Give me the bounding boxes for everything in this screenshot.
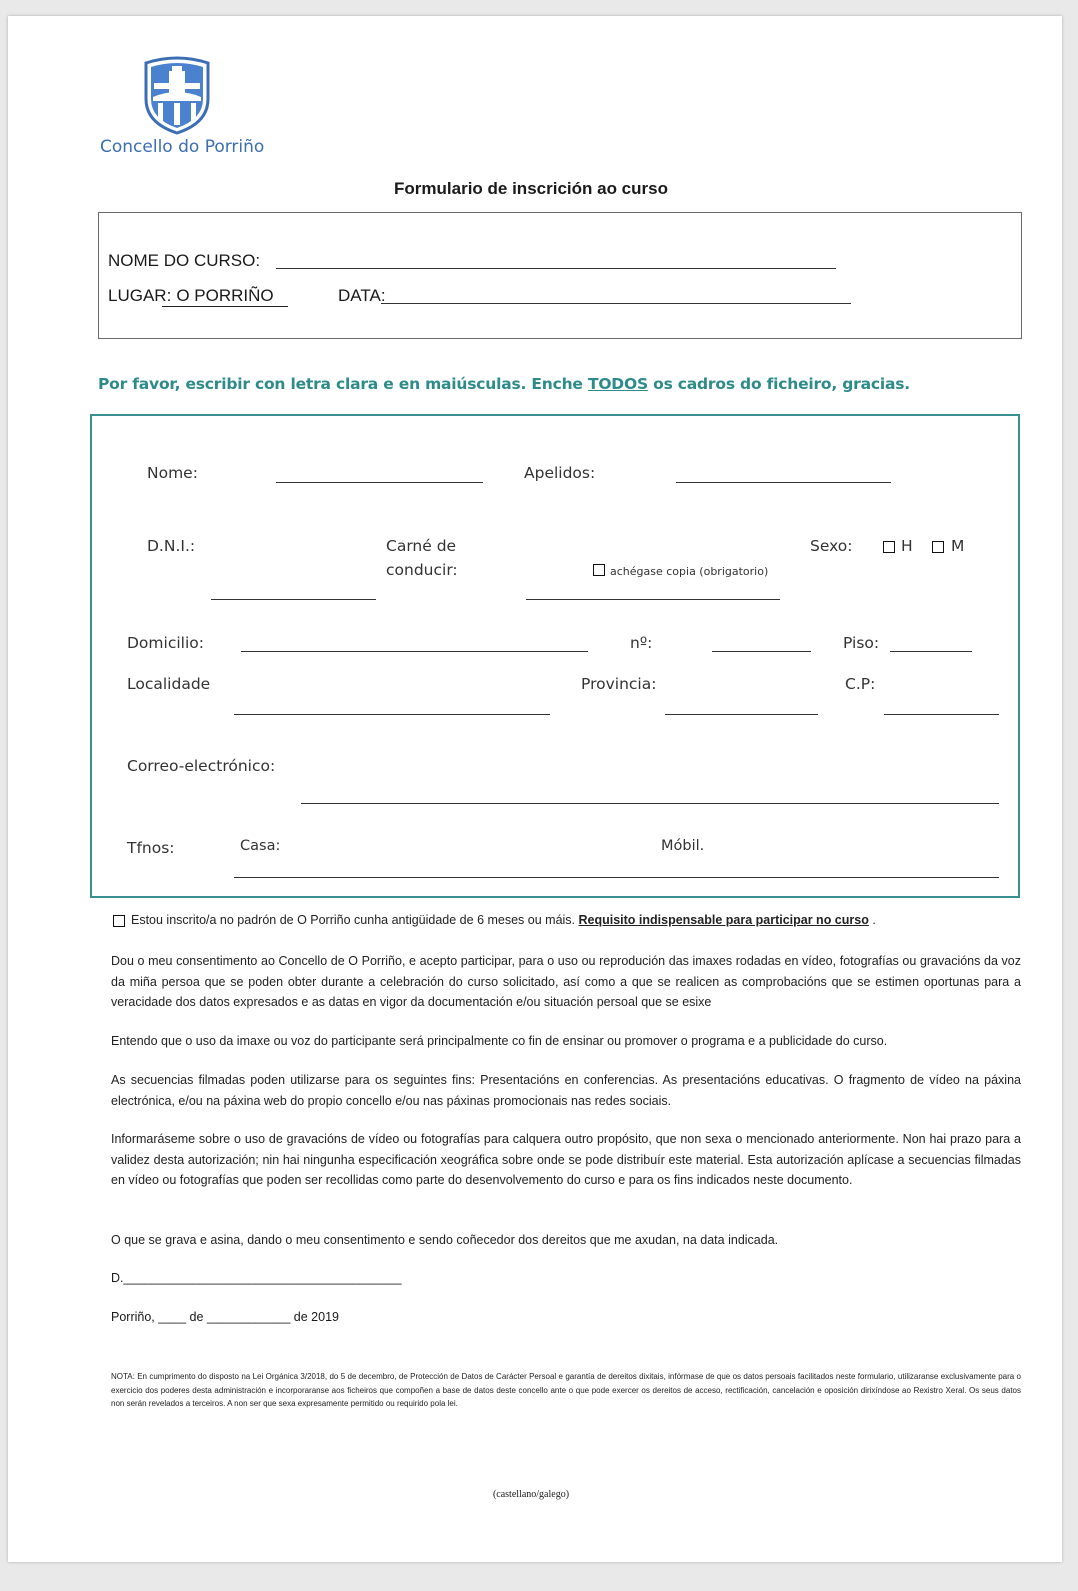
organization-name: Concello do Porriño [100,137,265,157]
dni-label: D.N.I.: [147,537,196,555]
sexo-label: Sexo: [810,537,853,555]
casa-label: Casa: [240,838,281,854]
phone-field[interactable] [234,877,999,878]
consent-paragraph: Dou o meu consentimento ao Concello de O Porriño, e acepto participar, para o uso ou reprodución das imaxes rodadas en vídeo, fotografías ou gravacións da voz da miña persoa que se poden obter durante a celebración do curso solicitado, así como a que se realicen as comprobacións que se estimen oportunas para a veracidade dos datos expresados e as datas en vigor da documentación e/ou situación persoal que se esixe [111,954,1021,1009]
copy-checkbox[interactable] [593,564,605,576]
padron-checkbox[interactable] [113,915,125,927]
numero-label: nº: [630,634,653,652]
course-name-field[interactable] [276,268,836,269]
padron-statement: Estou inscrito/a no padrón de O Porriño cunha antigüidade de 6 meses ou máis. Requisito indispensable para participar no curso . [131,913,876,927]
course-name-label: NOME DO CURSO: [108,251,261,270]
provincia-field[interactable] [665,714,818,715]
signature-statement: O que se grava e asina, dando o meu consentimento e sendo coñecedor dos dereitos que me axudan, na data indicada. [111,1233,779,1247]
signature-line[interactable]: D.________________________________________ [111,1271,402,1285]
usage-paragraph: Entendo que o uso da imaxe ou voz do participante será principalmente co fin de ensinar ou promover o programa e a publicidade do curso. [111,1034,888,1048]
nome-label: Nome: [147,464,198,482]
carne-label-line1: Carné de [386,537,457,555]
course-info-box [98,212,1022,339]
mobil-label: Móbil. [661,838,705,854]
place-label: LUGAR: [108,286,172,305]
carne-label-line2: conducir: [386,561,458,579]
instruction-text: Por favor, escribir con letra clara e en maiúsculas. Enche TODOS os cadros do ficheiro, gracias. [98,375,910,393]
email-field[interactable] [301,803,999,804]
information-paragraph: Informaráseme sobre o uso de gravacións de vídeo ou fotografías para calquera outro propósito, que non sexa o mencionado anteriormente. Non hai prazo para a validez desta autorización; nin hai ningunha especificación xeográfica sobre onde se pode distribuír este material. Esta autorización aplícase a secuencias filmadas en vídeo ou fotografías que poden ser recollidas como parte do desenvolvemento do curso e para os fins indicados neste documento. [111,1132,1021,1187]
sexo-m-checkbox[interactable] [932,541,944,553]
cp-label: C.P: [845,675,876,693]
apelidos-field[interactable] [676,482,891,483]
dni-field[interactable] [211,599,376,600]
data-protection-note: NOTA: En cumprimento do disposto na Lei Orgánica 3/2018, do 5 de decembro, de Protección de Datos de Carácter Persoal e garantía de dereitos dixitais, infórmase de que os datos persoais facilitados neste formulario, utilizaranse exclusivamente para o exercicio dos poderes desta administración e incorporaranse aos ficheiros que compoñen a base de datos deste concello ante o que pode exercer os dereitos de acceso, rectificación, cancelación e oposición dirixíndose ao Rexistro Xeral. Os seus datos non serán revelados a terceiros. A non ser que sexa expresamente permitido ou requirido pola lei. [111,1372,1021,1408]
provincia-label: Provincia: [581,675,657,693]
language-footer: (castellano/galego) [492,1489,570,1500]
carne-field[interactable] [526,599,780,600]
date-signature-line[interactable]: Porriño, ____ de ____________ de 2019 [111,1310,339,1324]
numero-field[interactable] [712,651,811,652]
date-label: DATA: [338,286,386,305]
copy-note: achégase copia (obrigatorio) [610,565,769,578]
sexo-h-label: H [901,537,913,555]
localidade-field[interactable] [234,714,550,715]
place-value[interactable]: O PORRIÑO [162,286,288,307]
nome-field[interactable] [276,482,483,483]
personal-data-box [90,414,1020,898]
apelidos-label: Apelidos: [524,464,596,482]
email-label: Correo-electrónico: [127,757,276,775]
tfnos-label: Tfnos: [127,839,175,857]
domicilio-field[interactable] [241,651,588,652]
piso-label: Piso: [843,634,880,652]
municipal-crest-logo [140,55,214,135]
sexo-h-checkbox[interactable] [883,541,895,553]
localidade-label: Localidade [127,675,211,693]
date-field[interactable] [381,303,851,304]
sexo-m-label: M [951,537,965,555]
cp-field[interactable] [884,714,999,715]
form-title: Formulario de inscrición ao curso [394,179,668,198]
piso-field[interactable] [890,651,972,652]
domicilio-label: Domicilio: [127,634,204,652]
purposes-paragraph: As secuencias filmadas poden utilizarse para os seguintes fins: Presentacións en conferencias. As presentacións educativas. O fragmento de vídeo na páxina electrónica, e/ou na páxina web do propio concello e/ou nas páxinas promocionais nas redes sociais. [111,1073,1021,1108]
